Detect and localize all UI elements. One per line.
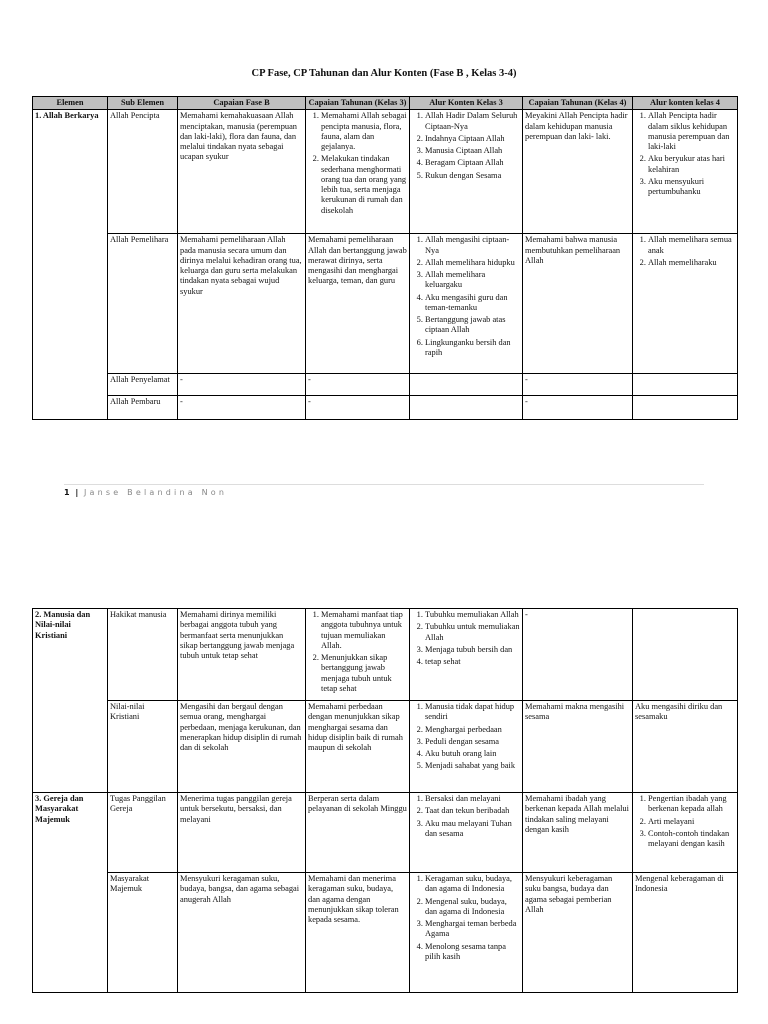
alur-konten-4-cell <box>633 110 738 234</box>
capaian-tahunan-4-cell: - <box>523 396 633 420</box>
capaian-tahunan-4-cell: Memahami makna mengasihi sesama <box>523 701 633 793</box>
capaian-tahunan-3-cell: - <box>306 374 410 396</box>
list-item: 3. Allah memelihara keluargaku <box>425 270 520 291</box>
capaian-tahunan-4-cell: Memahami bahwa manusia membutuhkan pemeliharaan Allah <box>523 234 633 374</box>
list-item: 1. Bersaksi dan melayani <box>425 794 520 804</box>
list-item: 1. Allah Hadir Dalam Seluruh Ciptaan-Nya <box>425 111 520 132</box>
list-item: 3. Aku mau melayani Tuhan dan sesama <box>425 819 520 840</box>
list-item: 4. tetap sehat <box>425 657 520 667</box>
curriculum-table-2 <box>32 608 738 993</box>
footer-author: Janse Belandina Non <box>84 488 228 497</box>
list-item: 4. Aku butuh orang lain <box>425 749 520 759</box>
page-footer <box>64 488 227 497</box>
list-item: 1. Allah memelihara semua anak <box>648 235 735 256</box>
table-row <box>33 609 738 701</box>
capaian-tahunan-4-cell: - <box>523 374 633 396</box>
list-item: 1. Tubuhku memuliakan Allah <box>425 610 520 620</box>
alur-konten-3-cell <box>410 110 523 234</box>
sub-elemen-cell: Tugas Panggilan Gereja <box>108 793 178 873</box>
list-item: 1. Manusia tidak dapat hidup sendiri <box>425 702 520 723</box>
list-item: 2. Menunjukkan sikap bertanggung jawab menjaga tubuh untuk tetap sehat <box>321 653 407 694</box>
list-item: 1. Allah mengasihi ciptaan-Nya <box>425 235 520 256</box>
list-item: 3. Menghargai teman berbeda Agama <box>425 919 520 940</box>
table-row <box>33 234 738 374</box>
list-item: 2. Arti melayani <box>648 817 735 827</box>
curriculum-table-1 <box>32 96 738 420</box>
capaian-tahunan-3-cell: Memahami pemeliharaan Allah dan bertanggung jawab merawat dirinya, serta mengasihi dan menghargai keluarga, teman, dan guru <box>306 234 410 374</box>
capaian-tahunan-3-cell: Berperan serta dalam pelayanan di sekolah Minggu <box>306 793 410 873</box>
table-row <box>33 701 738 793</box>
header-capaian-tahunan-4: Capaian Tahunan (Kelas 4) <box>523 97 633 110</box>
list-item: 1. Keragaman suku, budaya, dan agama di Indonesia <box>425 874 520 895</box>
sub-elemen-cell: Allah Pencipta <box>108 110 178 234</box>
header-capaian-tahunan-3: Capaian Tahunan (Kelas 3) <box>306 97 410 110</box>
list-item: 2. Melakukan tindakan sederhana menghormati orang tua dan orang yang lebih tua, serta menjaga kerukunan di rumah dan disekolah <box>321 154 407 216</box>
capaian-tahunan-3-cell: Memahami perbedaan dengan menunjukkan sikap menghargai sesama dan hidup disiplin baik di rumah maupun di sekolah <box>306 701 410 793</box>
header-alur-konten-3: Alur Konten Kelas 3 <box>410 97 523 110</box>
capaian-fase-cell: - <box>178 396 306 420</box>
list-item: 2. Allah memeliharaku <box>648 258 735 268</box>
table-row <box>33 873 738 993</box>
list-item: 3. Contoh-contoh tindakan melayani dengan kasih <box>648 829 735 850</box>
capaian-tahunan-3-cell: Memahami dan menerima keragaman suku, budaya, dan agama dengan menunjukkan sikap toleran kepada sesama. <box>306 873 410 993</box>
page-number: 1 <box>64 488 70 497</box>
elemen-cell: 3. Gereja dan Masyarakat Majemuk <box>33 793 108 993</box>
list-item: 2. Mengenal suku, budaya, dan agama di Indonesia <box>425 897 520 918</box>
alur-konten-4-cell: Aku mengasihi diriku dan sesamaku <box>633 701 738 793</box>
sub-elemen-cell: Hakikat manusia <box>108 609 178 701</box>
list-item: 1. Pengertian ibadah yang berkenan kepada allah <box>648 794 735 815</box>
elemen-cell: 2. Manusia dan Nilai-nilai Kristiani <box>33 609 108 793</box>
list-item: 2. Tubuhku untuk memuliakan Allah <box>425 622 520 643</box>
elemen-cell: 1. Allah Berkarya <box>33 110 108 420</box>
header-capaian-fase: Capaian Fase B <box>178 97 306 110</box>
sub-elemen-cell: Nilai-nilai Kristiani <box>108 701 178 793</box>
table-row <box>33 374 738 396</box>
capaian-fase-cell: Menerima tugas panggilan gereja untuk bersekutu, bersaksi, dan melayani <box>178 793 306 873</box>
list-item: 3. Menjaga tubuh bersih dan <box>425 645 520 655</box>
list-item: 5. Menjadi sahabat yang baik <box>425 761 520 771</box>
alur-konten-3-cell <box>410 396 523 420</box>
capaian-tahunan-4-cell: Mensyukuri keberagaman suku bangsa, budaya dan agama sebagai pemberian Allah <box>523 873 633 993</box>
page-title: CP Fase, CP Tahunan dan Alur Konten (Fase B , Kelas 3-4) <box>251 68 517 79</box>
list-item: 1. Allah Pencipta hadir dalam siklus kehidupan manusia perempuan dan laki-laki <box>648 111 735 152</box>
list-item: 4. Aku mengasihi guru dan teman-temanku <box>425 293 520 314</box>
alur-konten-3-cell <box>410 873 523 993</box>
alur-konten-4-cell <box>633 609 738 701</box>
table-row <box>33 110 738 234</box>
list-item: 2. Menghargai perbedaan <box>425 725 520 735</box>
alur-konten-3-cell <box>410 374 523 396</box>
capaian-tahunan-4-cell: - <box>523 609 633 701</box>
capaian-fase-cell: Memahami pemeliharaan Allah pada manusia secara umum dan dirinya melalui kehadiran orang tua, keluarga dan guru serta melakukan tindakan nyata sebagai wujud syukur <box>178 234 306 374</box>
list-item: 4. Beragam Ciptaan Allah <box>425 158 520 168</box>
capaian-fase-cell: Mengasihi dan bergaul dengan semua orang, menghargai perbedaan, menjaga kerukunan, dan menerapkan hidup disiplin di rumah dan di sekolah <box>178 701 306 793</box>
capaian-fase-cell: - <box>178 374 306 396</box>
capaian-fase-cell: Memahami dirinya memiliki berbagai anggota tubuh yang bermanfaat serta menunjukkan sikap bertanggung jawab menjaga tubuh untuk tetap sehat <box>178 609 306 701</box>
list-item: 2. Allah memelihara hidupku <box>425 258 520 268</box>
table-row <box>33 793 738 873</box>
list-item: 1. Memahami Allah sebagai pencipta manusia, flora, fauna, alam dan gejalanya. <box>321 111 407 152</box>
sub-elemen-cell: Allah Penyelamat <box>108 374 178 396</box>
list-item: 3. Manusia Ciptaan Allah <box>425 146 520 156</box>
list-item: 3. Peduli dengan sesama <box>425 737 520 747</box>
capaian-tahunan-4-cell: Memahami ibadah yang berkenan kepada Allah melalui tindakan saling melayani dengan kasih <box>523 793 633 873</box>
alur-konten-3-cell <box>410 793 523 873</box>
alur-konten-4-cell <box>633 396 738 420</box>
list-item: 2. Indahnya Ciptaan Allah <box>425 134 520 144</box>
list-item: 5. Bertanggung jawab atas ciptaan Allah <box>425 315 520 336</box>
alur-konten-4-cell <box>633 793 738 873</box>
alur-konten-3-cell <box>410 701 523 793</box>
capaian-fase-cell: Mensyukuri keragaman suku, budaya, bangsa, dan agama sebagai anugerah Allah <box>178 873 306 993</box>
header-alur-konten-4: Alur konten kelas 4 <box>633 97 738 110</box>
list-item: 2. Aku beryukur atas hari kelahiran <box>648 154 735 175</box>
alur-konten-4-cell <box>633 374 738 396</box>
alur-konten-4-cell <box>633 234 738 374</box>
table-row <box>33 396 738 420</box>
list-item: 3. Aku mensyukuri pertumbuhanku <box>648 177 735 198</box>
list-item: 6. Lingkunganku bersih dan rapih <box>425 338 520 359</box>
header-elemen: Elemen <box>33 97 108 110</box>
capaian-tahunan-4-cell: Meyakini Allah Pencipta hadir dalam kehidupan manusia perempuan dan laki- laki. <box>523 110 633 234</box>
capaian-fase-cell: Memahami kemahakuasaan Allah menciptakan, manusia (perempuan dan laki-laki), flora dan fauna, dan melalui tindakan nyata sebagai ucapan syukur <box>178 110 306 234</box>
footer-divider <box>64 484 704 485</box>
alur-konten-3-cell <box>410 234 523 374</box>
capaian-tahunan-3-cell <box>306 609 410 701</box>
sub-elemen-cell: Masyarakat Majemuk <box>108 873 178 993</box>
capaian-tahunan-3-cell <box>306 110 410 234</box>
capaian-tahunan-3-cell: - <box>306 396 410 420</box>
table-header-row <box>33 97 738 110</box>
list-item: 5. Rukun dengan Sesama <box>425 171 520 181</box>
footer-separator: | <box>75 488 79 497</box>
sub-elemen-cell: Allah Pembaru <box>108 396 178 420</box>
list-item: 2. Taat dan tekun beribadah <box>425 806 520 816</box>
list-item: 4. Menolong sesama tanpa pilih kasih <box>425 942 520 963</box>
alur-konten-4-cell: Mengenal keberagaman di Indonesia <box>633 873 738 993</box>
alur-konten-3-cell <box>410 609 523 701</box>
header-sub-elemen: Sub Elemen <box>108 97 178 110</box>
sub-elemen-cell: Allah Pemelihara <box>108 234 178 374</box>
list-item: 1. Memahami manfaat tiap anggota tubuhnya untuk tujuan memuliakan Allah. <box>321 610 407 651</box>
